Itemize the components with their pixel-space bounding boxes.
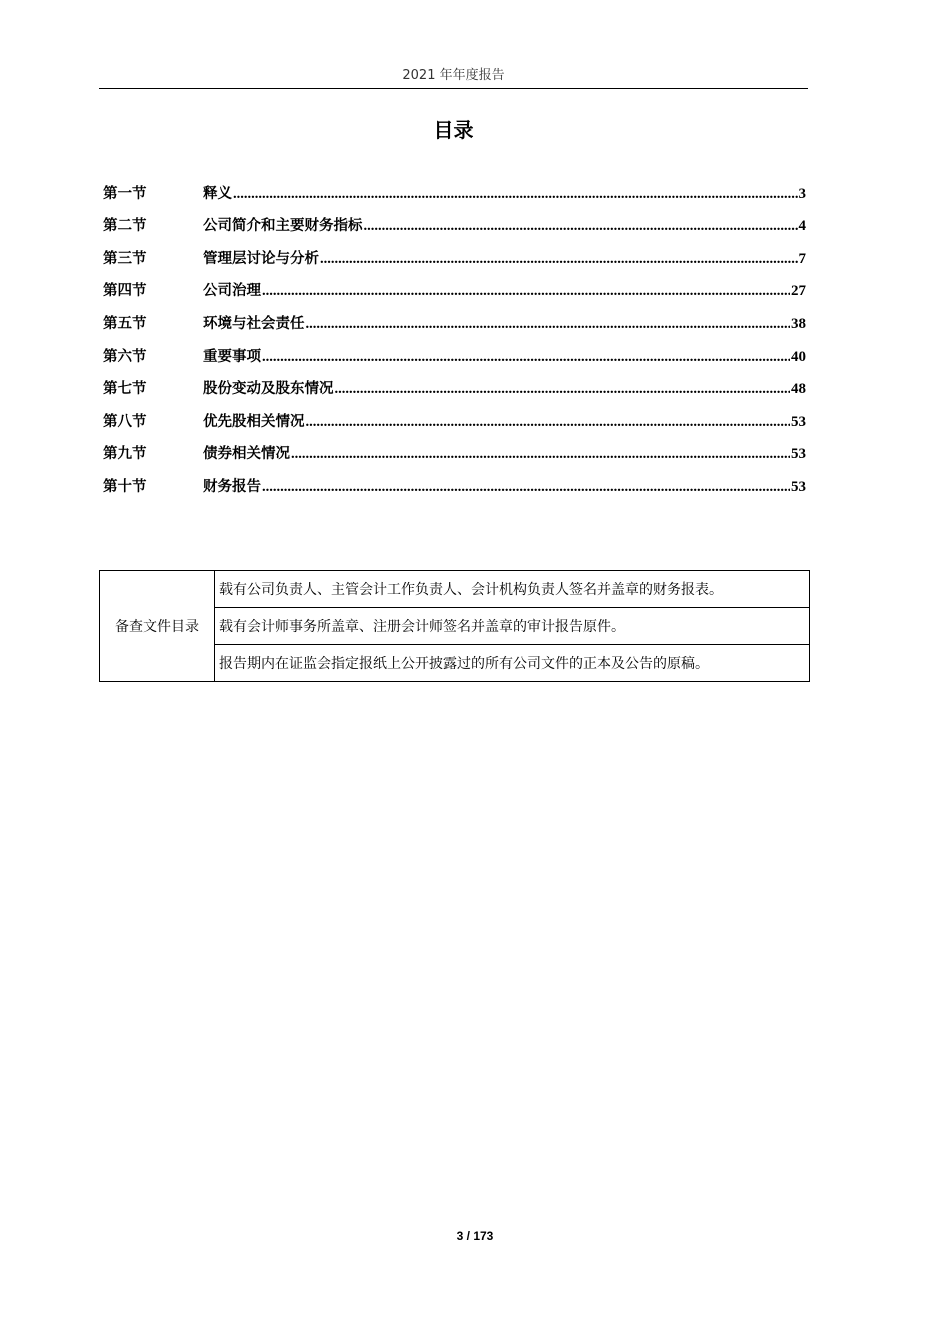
toc-section-number: 第五节 xyxy=(103,315,147,332)
toc-section-number: 第四节 xyxy=(103,283,147,300)
toc-page-number: 27 xyxy=(791,283,806,300)
toc-leader-dots xyxy=(306,411,791,433)
toc-page-number: 7 xyxy=(798,250,806,267)
toc-section-title: 优先股相关情况 xyxy=(203,413,305,430)
toc-page-number: 3 xyxy=(798,185,806,202)
reference-documents-table xyxy=(99,570,810,682)
toc-entry-2[interactable] xyxy=(103,205,806,238)
toc-section-title: 股份变动及股东情况 xyxy=(203,381,334,398)
toc-page-number: 40 xyxy=(791,348,806,365)
toc-section-number: 第七节 xyxy=(103,381,147,398)
reference-item-cell: 报告期内在证监会指定报纸上公开披露过的所有公司文件的正本及公告的原稿。 xyxy=(215,645,810,682)
toc-page-number: 38 xyxy=(791,315,806,332)
toc-leader-dots xyxy=(262,476,790,498)
toc-entry-6[interactable] xyxy=(103,335,806,368)
toc-section-number: 第一节 xyxy=(103,185,147,202)
toc-section-title: 管理层讨论与分析 xyxy=(203,250,319,267)
page-title: 目录 xyxy=(433,118,474,142)
toc-page-number: 4 xyxy=(798,218,806,235)
page-indicator: 3 / 173 xyxy=(456,1229,494,1243)
toc-leader-dots xyxy=(291,443,790,465)
toc-section-number: 第八节 xyxy=(103,413,147,430)
toc-entry-4[interactable] xyxy=(103,270,806,303)
toc-section-number: 第九节 xyxy=(103,446,147,463)
toc-leader-dots xyxy=(262,346,790,368)
toc-page-number: 53 xyxy=(791,478,806,495)
toc-entry-3[interactable] xyxy=(103,237,806,270)
toc-section-number: 第三节 xyxy=(103,250,147,267)
toc-page-number: 53 xyxy=(791,413,806,430)
toc-section-number: 第十节 xyxy=(103,478,147,495)
toc-leader-dots xyxy=(233,183,798,205)
toc-section-title: 环境与社会责任 xyxy=(203,315,305,332)
table-row xyxy=(100,571,810,608)
page-footer xyxy=(0,1229,950,1243)
toc-section-title: 公司治理 xyxy=(203,283,261,300)
reference-item-cell: 载有会计师事务所盖章、注册会计师签名并盖章的审计报告原件。 xyxy=(215,608,810,645)
reference-label-cell: 备查文件目录 xyxy=(100,571,215,682)
toc-section-title: 公司简介和主要财务指标 xyxy=(203,218,363,235)
toc-leader-dots xyxy=(335,378,791,400)
toc-leader-dots xyxy=(306,313,791,335)
header-text: 2021 年年度报告 xyxy=(402,68,505,83)
toc-leader-dots xyxy=(364,215,798,237)
toc-section-title: 债券相关情况 xyxy=(203,446,290,463)
toc-entry-1[interactable] xyxy=(103,172,806,205)
toc-section-title: 重要事项 xyxy=(203,348,261,365)
table-of-contents xyxy=(103,172,806,498)
toc-section-title: 释义 xyxy=(203,185,232,202)
reference-item-cell: 载有公司负责人、主管会计工作负责人、会计机构负责人签名并盖章的财务报表。 xyxy=(215,571,810,608)
page-header xyxy=(99,66,808,89)
toc-entry-8[interactable] xyxy=(103,400,806,433)
toc-page-number: 53 xyxy=(791,446,806,463)
toc-section-number: 第二节 xyxy=(103,218,147,235)
toc-section-title: 财务报告 xyxy=(203,478,261,495)
toc-leader-dots xyxy=(262,280,790,302)
toc-entry-10[interactable] xyxy=(103,465,806,498)
toc-entry-7[interactable] xyxy=(103,368,806,401)
toc-page-number: 48 xyxy=(791,381,806,398)
toc-section-number: 第六节 xyxy=(103,348,147,365)
toc-entry-9[interactable] xyxy=(103,433,806,466)
toc-leader-dots xyxy=(320,248,798,270)
toc-entry-5[interactable] xyxy=(103,302,806,335)
